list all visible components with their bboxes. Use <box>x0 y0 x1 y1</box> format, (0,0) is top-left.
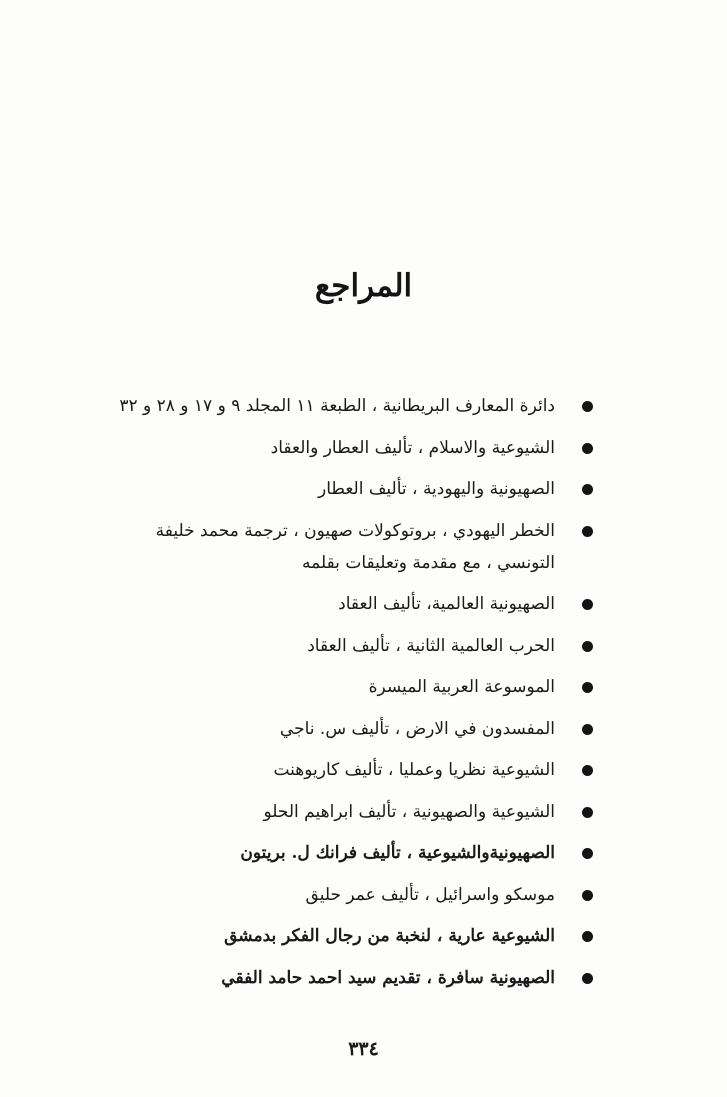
page-title: المراجع <box>314 268 413 304</box>
bullet-icon <box>582 443 593 454</box>
bullet-icon <box>582 724 593 735</box>
reference-item <box>87 473 577 505</box>
reference-item <box>87 879 577 911</box>
reference-item <box>87 588 577 620</box>
reference-item <box>87 671 577 703</box>
reference-item <box>87 390 577 422</box>
bullet-icon <box>582 848 593 859</box>
reference-text: الخطر اليهودي ، بروتوكولات صهيون ، ترجمة محمد خليفة التونسي ، مع مقدمة وتعليقات بقلمه <box>155 520 555 573</box>
reference-text: المفسدون في الارض ، تأليف س. ناجي <box>279 718 555 739</box>
bullet-icon <box>582 931 593 942</box>
bullet-icon <box>582 807 593 818</box>
reference-text: الحرب العالمية الثانية ، تأليف العقاد <box>307 635 555 656</box>
reference-item <box>87 837 577 869</box>
reference-text: الشيوعية عارية ، لنخبة من رجال الفكر بدمشق <box>224 926 555 946</box>
reference-item <box>87 713 577 745</box>
reference-text: الشيوعية والصهيونية ، تأليف ابراهيم الحلو <box>263 801 555 822</box>
reference-text: الموسوعة العربية الميسرة <box>368 677 555 697</box>
reference-text: الصهيونية سافرة ، تقديم سيد احمد حامد الفقي <box>221 967 555 988</box>
reference-item <box>87 962 577 994</box>
references-list <box>87 390 577 1003</box>
reference-text: الشيوعية والاسلام ، تأليف العطار والعقاد <box>270 437 555 458</box>
page-number: ٣٣٤ <box>348 1038 379 1060</box>
reference-item <box>87 796 577 828</box>
bullet-icon <box>582 526 593 537</box>
bullet-icon <box>582 890 593 901</box>
reference-text: الشيوعية نظريا وعمليا ، تأليف كاريوهنت <box>273 760 555 780</box>
reference-item <box>87 754 577 786</box>
bullet-icon <box>582 599 593 610</box>
bullet-icon <box>582 765 593 776</box>
bullet-icon <box>582 682 593 693</box>
reference-item <box>100 515 577 579</box>
reference-text: دائرة المعارف البريطانية ، الطبعة ١١ المجلد ٩ و ١٧ و ٢٨ و ٣٢ <box>119 396 555 416</box>
reference-text: موسكو واسرائيل ، تأليف عمر حليق <box>305 884 555 905</box>
reference-item <box>87 920 577 952</box>
bullet-icon <box>582 484 593 495</box>
bullet-icon <box>582 641 593 652</box>
reference-text: الصهيونية واليهودية ، تأليف العطار <box>317 479 555 499</box>
reference-item <box>87 432 577 464</box>
reference-text: الصهيونية العالمية، تأليف العقاد <box>338 594 555 614</box>
bullet-icon <box>582 401 593 412</box>
reference-item <box>87 630 577 662</box>
bullet-icon <box>582 973 593 984</box>
reference-text: الصهيونيةوالشيوعية ، تأليف فرانك ل. بريتون <box>240 843 555 863</box>
